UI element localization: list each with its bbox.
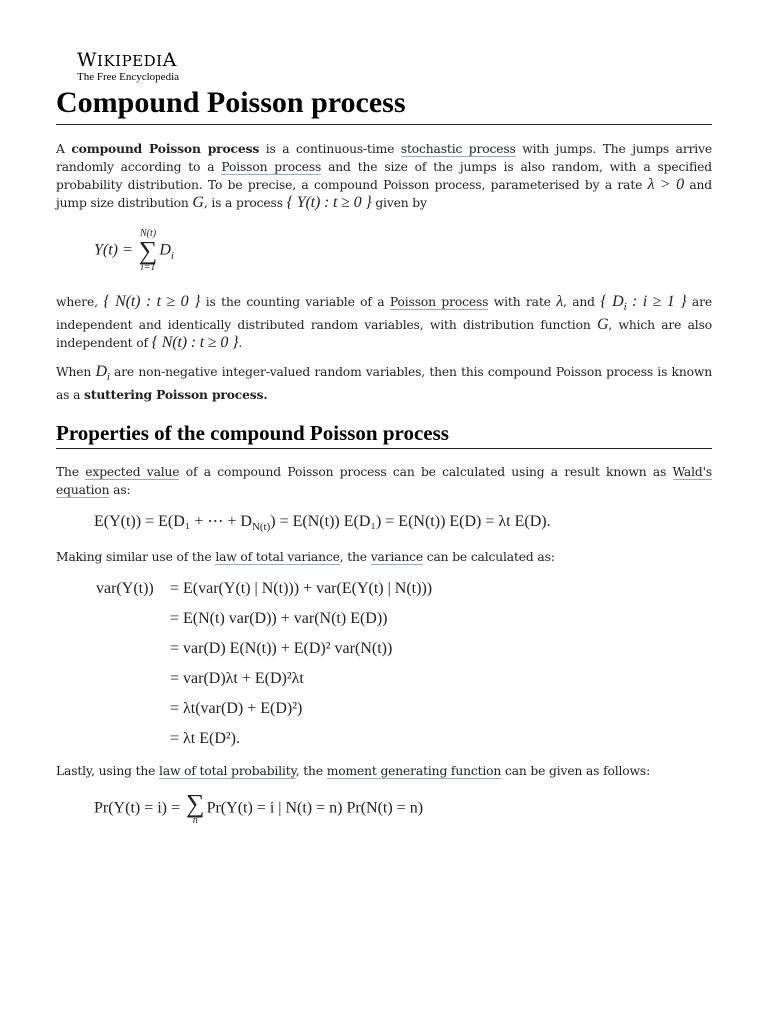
link-moment-generating-function[interactable]: moment generating function (326, 764, 502, 778)
expected-value-paragraph: The expected value of a compound Poisson process can be calculated using a result known as Wald's equation as: (56, 465, 713, 497)
variance-paragraph: Making similar use of the law of total variance, the variance can be calculated as: (56, 550, 555, 564)
math-inline: λ > 0 (647, 176, 684, 193)
math-inline: G (192, 194, 204, 211)
math-inline: { Y(t) : t ≥ 0 } (286, 194, 372, 211)
link-variance[interactable]: variance (370, 550, 423, 564)
page-title: Compound Poisson process (56, 85, 712, 125)
variance-row: = λt E(D²). (170, 730, 241, 747)
intro-paragraph: A compound Poisson process is a continuous-time stochastic process with jumps. The jumps arrive randomly according to a Poisson process and the size of the jumps is also random, with a specified probability distribution. To be precise, a compound Poisson process, parameterised by a rate λ > 0 and jump size distribution G, is a process { Y(t) : t ≥ 0 } given by (56, 141, 713, 211)
definition-equation: Y(t) = N(t) ∑ i=1 $D_i$ (94, 228, 174, 273)
variance-row: = E(N(t) var(D)) + var(N(t) E(D)) (170, 610, 388, 627)
where-paragraph: where, { N(t) : t ≥ 0 } is the counting variable of a Poisson process with rate λ, and { $D_i$ : i ≥ 1 } are independent and identically distributed random variables, with distribution function G, which are also independent of { N(t) : t ≥ 0 }. (56, 293, 713, 352)
variance-derivation (56, 580, 712, 760)
probability-equation: Pr(Y(t) = i) = ∑ n Pr(Y(t) = i | N(t) = n) Pr(N(t) = n) (94, 789, 424, 826)
link-law-of-total-variance[interactable]: law of total variance (215, 550, 340, 564)
variance-row: = var(D)λt + E(D)²λt (170, 670, 304, 687)
variance-row: = λt(var(D) + E(D)²) (170, 700, 303, 717)
wikipedia-logo[interactable] (77, 50, 179, 83)
stuttering-paragraph: When $D_i$ are non-negative integer-valued random variables, then this compound Poisson process is known as a stuttering Poisson process. (56, 363, 712, 403)
variance-lhs: var(Y(t)) (96, 580, 154, 597)
link-poisson-process[interactable]: Poisson process (221, 160, 322, 174)
section-heading-properties: Properties of the compound Poisson process (56, 420, 712, 449)
link-walds-equation[interactable]: Wald's equation (56, 465, 713, 497)
variance-row: = var(D) E(N(t)) + E(D)² var(N(t)) (170, 640, 393, 657)
link-stochastic-process[interactable]: stochastic process (400, 142, 516, 156)
mean-equation: E(Y(t)) = E(D₁ + ⋯ + $D_{N(t)}) = E(N(t))$ E(D₁) = E(N(t)) E(D) = λt E(D). (94, 513, 551, 534)
link-law-of-total-probability[interactable]: law of total probability (159, 764, 296, 778)
probability-paragraph: Lastly, using the law of total probability, the moment generating function can be given as follows: (56, 764, 651, 778)
link-poisson-process-2[interactable]: Poisson process (389, 295, 489, 309)
logo-wordmark: WIKIPEDIA (77, 49, 177, 71)
link-expected-value[interactable]: expected value (85, 465, 180, 479)
logo-tagline: The Free Encyclopedia (77, 71, 180, 83)
variance-row: = E(var(Y(t) | N(t))) + var(E(Y(t) | N(t))) (170, 580, 433, 597)
